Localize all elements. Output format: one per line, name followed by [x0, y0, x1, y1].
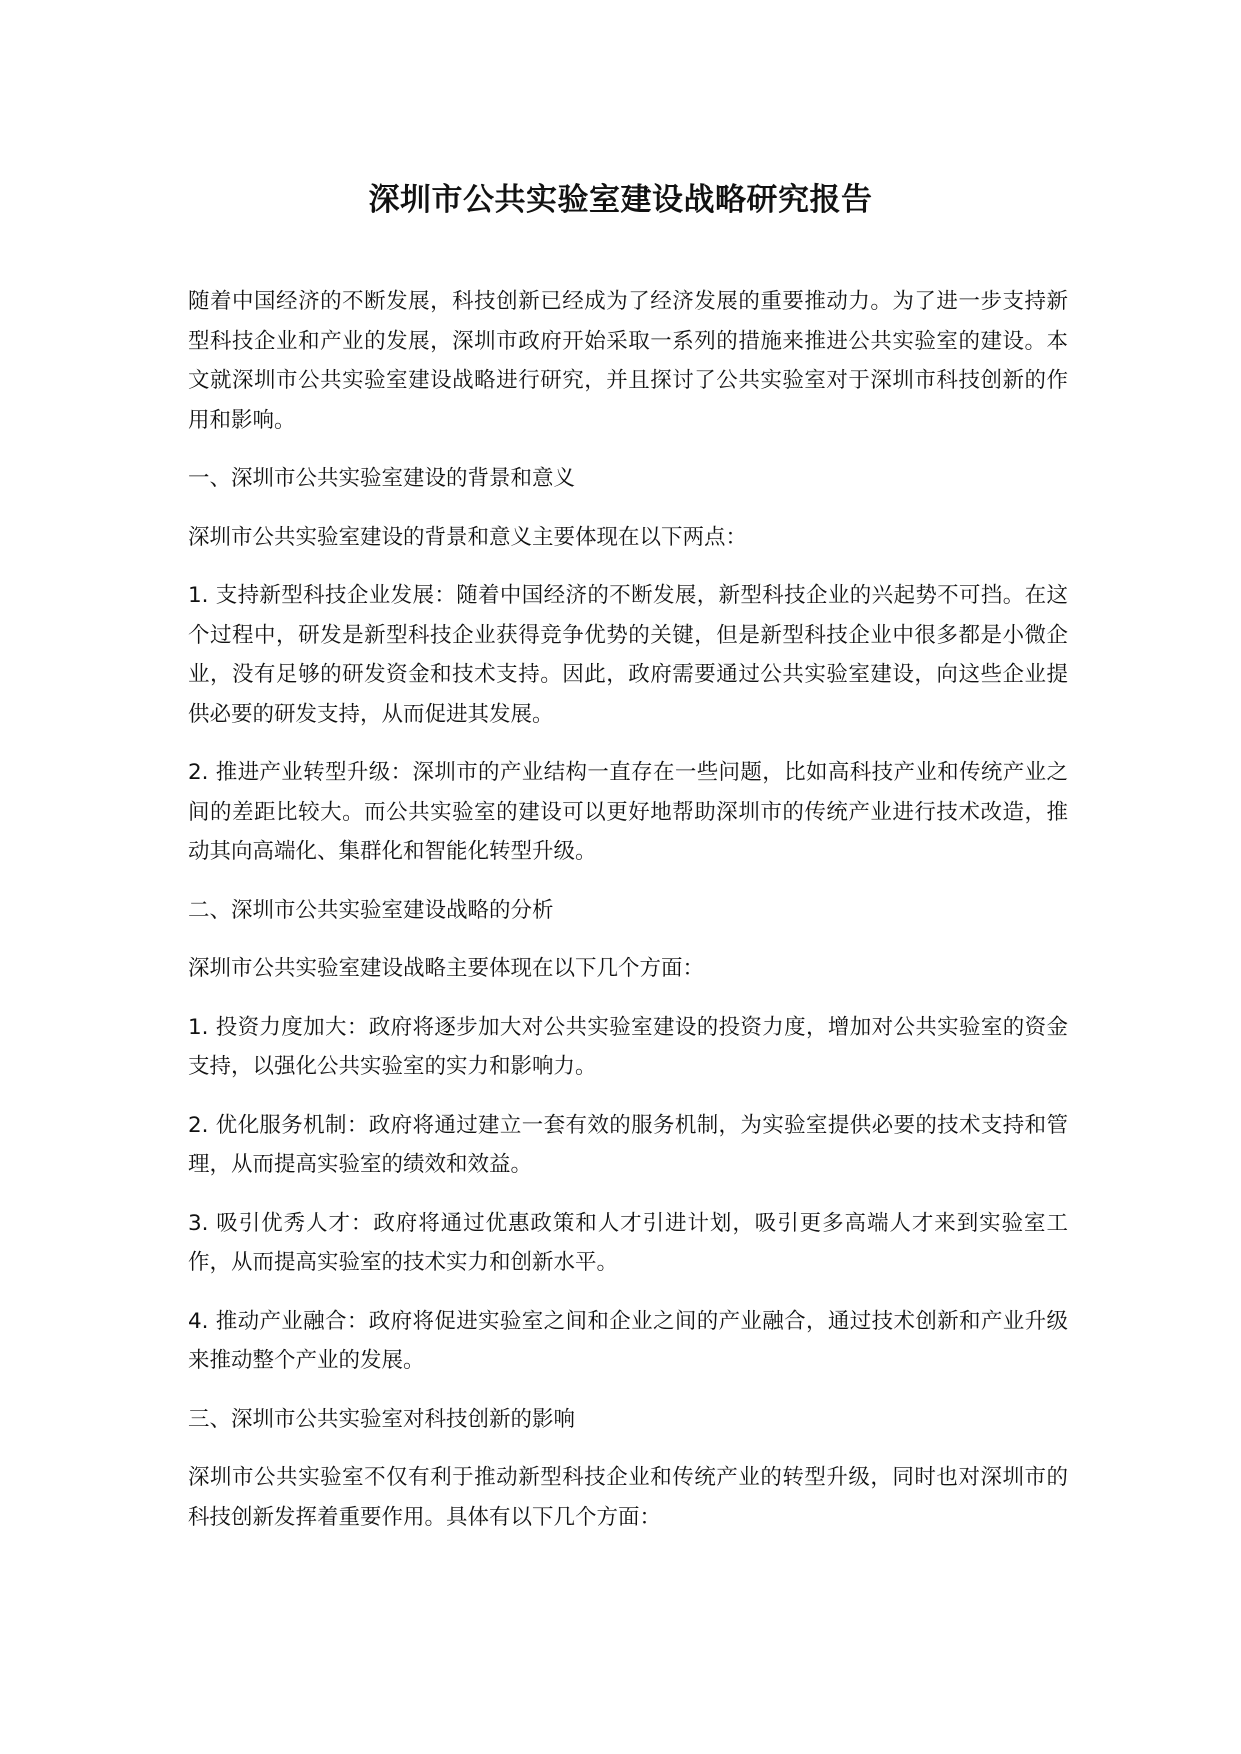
section2-point-2: 2. 优化服务机制：政府将通过建立一套有效的服务机制，为实验室提供必要的技术支持和管理，从而提高实验室的绩效和效益。 [188, 1112, 1068, 1177]
section2-heading: 二、深圳市公共实验室建设战略的分析 [188, 897, 554, 923]
section2-point-4: 4. 推动产业融合：政府将促进实验室之间和企业之间的产业融合，通过技术创新和产业升级来推动整个产业的发展。 [188, 1308, 1068, 1373]
section1-lead: 深圳市公共实验室建设的背景和意义主要体现在以下两点： [188, 524, 748, 550]
section3-lead: 深圳市公共实验室不仅有利于推动新型科技企业和传统产业的转型升级，同时也对深圳市的科技创新发挥着重要作用。具体有以下几个方面： [188, 1465, 1068, 1530]
section1-point-2: 2. 推进产业转型升级：深圳市的产业结构一直存在一些问题，比如高科技产业和传统产业之间的差距比较大。而公共实验室的建设可以更好地帮助深圳市的传统产业进行技术改造，推动其向高端化、集群化和智能化转型升级。 [188, 760, 1068, 864]
section2-lead: 深圳市公共实验室建设战略主要体现在以下几个方面： [188, 956, 705, 981]
section3-heading: 三、深圳市公共实验室对科技创新的影响 [188, 1406, 576, 1432]
document-title: 深圳市公共实验室建设战略研究报告 [368, 182, 873, 218]
section2-point-3: 3. 吸引优秀人才：政府将通过优惠政策和人才引进计划，吸引更多高端人才来到实验室工作，从而提高实验室的技术实力和创新水平。 [188, 1210, 1068, 1275]
document-body [188, 282, 1068, 1537]
section1-heading: 一、深圳市公共实验室建设的背景和意义 [188, 466, 576, 491]
section1-point-1: 1. 支持新型科技企业发展：随着中国经济的不断发展，新型科技企业的兴起势不可挡。在这个过程中，研发是新型科技企业获得竞争优势的关键，但是新型科技企业中很多都是小微企业，没有足够的研发资金和技术支持。因此，政府需要通过公共实验室建设，向这些企业提供必要的研发支持，从而促进其发展。 [188, 583, 1068, 727]
intro-paragraph: 随着中国经济的不断发展，科技创新已经成为了经济发展的重要推动力。为了进一步支持新型科技企业和产业的发展，深圳市政府开始采取一系列的措施来推进公共实验室的建设。本文就深圳市公共实验室建设战略进行研究，并且探讨了公共实验室对于深圳市科技创新的作用和影响。 [188, 289, 1068, 433]
section2-point-1: 1. 投资力度加大：政府将逐步加大对公共实验室建设的投资力度，增加对公共实验室的资金支持，以强化公共实验室的实力和影响力。 [188, 1014, 1068, 1079]
